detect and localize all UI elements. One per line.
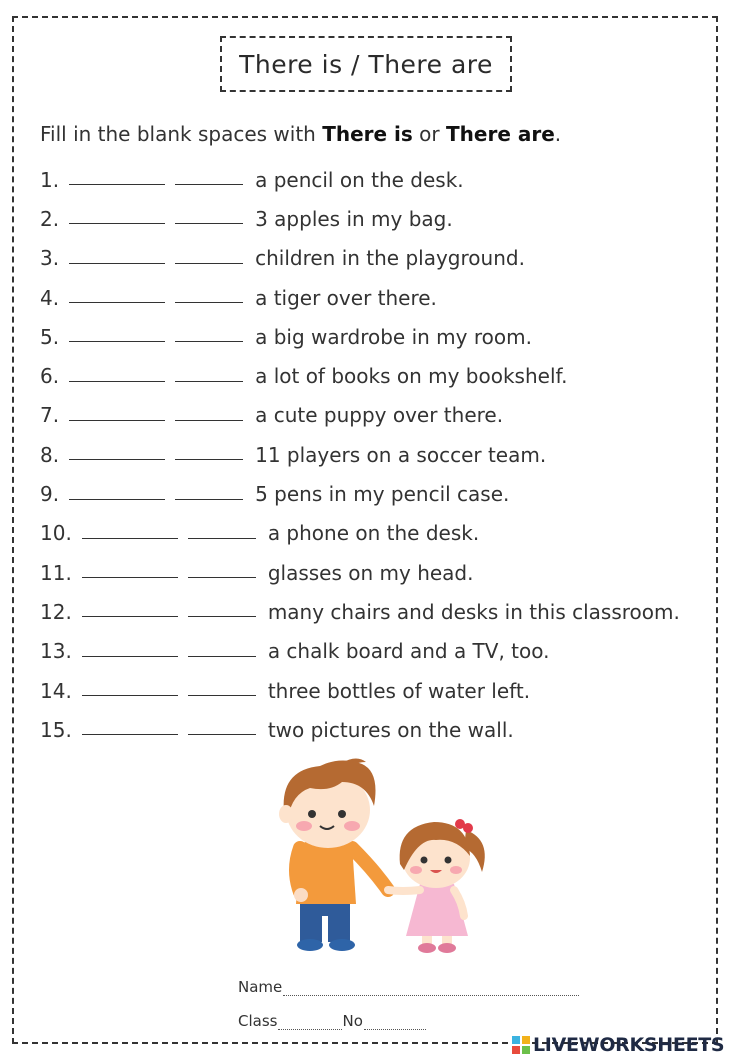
liveworksheets-logo-icon <box>512 1036 530 1054</box>
item-number: 11. <box>40 560 72 585</box>
answer-blank-1[interactable] <box>69 170 165 185</box>
answer-blank-2[interactable] <box>188 720 256 735</box>
item-sentence: glasses on my head. <box>267 560 474 585</box>
exercise-item <box>40 435 720 474</box>
item-number: 3. <box>40 246 60 271</box>
exercise-item <box>40 356 720 395</box>
item-sentence: many chairs and desks in this classroom. <box>267 599 680 624</box>
worksheet-title <box>220 36 512 92</box>
item-sentence: a chalk board and a TV, too. <box>267 639 550 664</box>
answer-blank-2[interactable] <box>175 249 243 264</box>
answer-blank-1[interactable] <box>69 249 165 264</box>
name-dotted-line <box>283 983 579 996</box>
exercise-item <box>40 396 720 435</box>
answer-blank-2[interactable] <box>175 209 243 224</box>
answer-blank-1[interactable] <box>69 367 165 382</box>
exercise-list <box>40 160 720 749</box>
exercise-item <box>40 199 720 238</box>
answer-blank-2[interactable] <box>188 642 256 657</box>
answer-blank-1[interactable] <box>82 681 178 696</box>
item-number: 13. <box>40 639 72 664</box>
item-number: 8. <box>40 442 60 467</box>
item-sentence: two pictures on the wall. <box>267 717 514 742</box>
title-text: There is / There are <box>239 49 493 79</box>
item-number: 6. <box>40 364 60 389</box>
item-number: 14. <box>40 678 72 703</box>
instruction-suffix: . <box>554 122 562 146</box>
answer-blank-2[interactable] <box>175 367 243 382</box>
instruction-mid: or <box>412 122 447 146</box>
item-sentence: 5 pens in my pencil case. <box>255 482 510 507</box>
item-number: 12. <box>40 599 72 624</box>
children-illustration <box>270 752 500 957</box>
answer-blank-2[interactable] <box>175 327 243 342</box>
exercise-item <box>40 592 720 631</box>
item-number: 5. <box>40 324 60 349</box>
exercise-item <box>40 239 720 278</box>
answer-blank-2[interactable] <box>188 681 256 696</box>
item-sentence: a tiger over there. <box>255 285 437 310</box>
item-number: 9. <box>40 482 60 507</box>
answer-blank-1[interactable] <box>69 445 165 460</box>
answer-blank-2[interactable] <box>175 485 243 500</box>
boy-figure <box>279 758 388 951</box>
item-sentence: a lot of books on my bookshelf. <box>255 364 568 389</box>
item-number: 1. <box>40 167 60 192</box>
instruction-option-2: There are <box>446 122 555 146</box>
item-sentence: children in the playground. <box>255 246 525 271</box>
item-number: 10. <box>40 521 72 546</box>
item-sentence: 3 apples in my bag. <box>255 206 453 231</box>
exercise-item <box>40 632 720 671</box>
name-field[interactable] <box>238 978 579 996</box>
exercise-item <box>40 671 720 710</box>
class-label: Class <box>238 1012 278 1030</box>
answer-blank-2[interactable] <box>175 445 243 460</box>
exercise-item <box>40 710 720 749</box>
item-sentence: a big wardrobe in my room. <box>255 324 532 349</box>
answer-blank-1[interactable] <box>82 524 178 539</box>
answer-blank-1[interactable] <box>69 327 165 342</box>
answer-blank-2[interactable] <box>188 602 256 617</box>
answer-blank-1[interactable] <box>69 209 165 224</box>
exercise-item <box>40 553 720 592</box>
instruction <box>40 122 561 146</box>
answer-blank-1[interactable] <box>69 406 165 421</box>
item-sentence: a phone on the desk. <box>267 521 480 546</box>
answer-blank-1[interactable] <box>69 485 165 500</box>
answer-blank-1[interactable] <box>82 720 178 735</box>
answer-blank-2[interactable] <box>188 524 256 539</box>
name-label: Name <box>238 978 283 996</box>
item-number: 2. <box>40 206 60 231</box>
instruction-option-1: There is <box>322 122 413 146</box>
item-number: 4. <box>40 285 60 310</box>
item-sentence: three bottles of water left. <box>267 678 531 703</box>
instruction-prefix: Fill in the blank spaces with <box>40 122 323 146</box>
item-sentence: 11 players on a soccer team. <box>255 442 547 467</box>
exercise-item <box>40 278 720 317</box>
item-number: 15. <box>40 717 72 742</box>
exercise-item <box>40 317 720 356</box>
answer-blank-2[interactable] <box>175 288 243 303</box>
answer-blank-1[interactable] <box>82 642 178 657</box>
no-dotted-line <box>364 1017 426 1030</box>
exercise-item <box>40 474 720 513</box>
liveworksheets-logo <box>512 1034 724 1056</box>
item-sentence: a cute puppy over there. <box>255 403 504 428</box>
answer-blank-2[interactable] <box>188 563 256 578</box>
class-dotted-line <box>278 1017 342 1030</box>
item-number: 7. <box>40 403 60 428</box>
exercise-item <box>40 160 720 199</box>
girl-figure <box>388 819 485 953</box>
answer-blank-2[interactable] <box>175 170 243 185</box>
item-sentence: a pencil on the desk. <box>255 167 464 192</box>
answer-blank-1[interactable] <box>82 563 178 578</box>
answer-blank-2[interactable] <box>175 406 243 421</box>
answer-blank-1[interactable] <box>69 288 165 303</box>
answer-blank-1[interactable] <box>82 602 178 617</box>
exercise-item <box>40 514 720 553</box>
no-label: No <box>342 1012 363 1030</box>
logo-text: LIVEWORKSHEETS <box>533 1034 725 1056</box>
class-field[interactable] <box>238 1012 426 1030</box>
